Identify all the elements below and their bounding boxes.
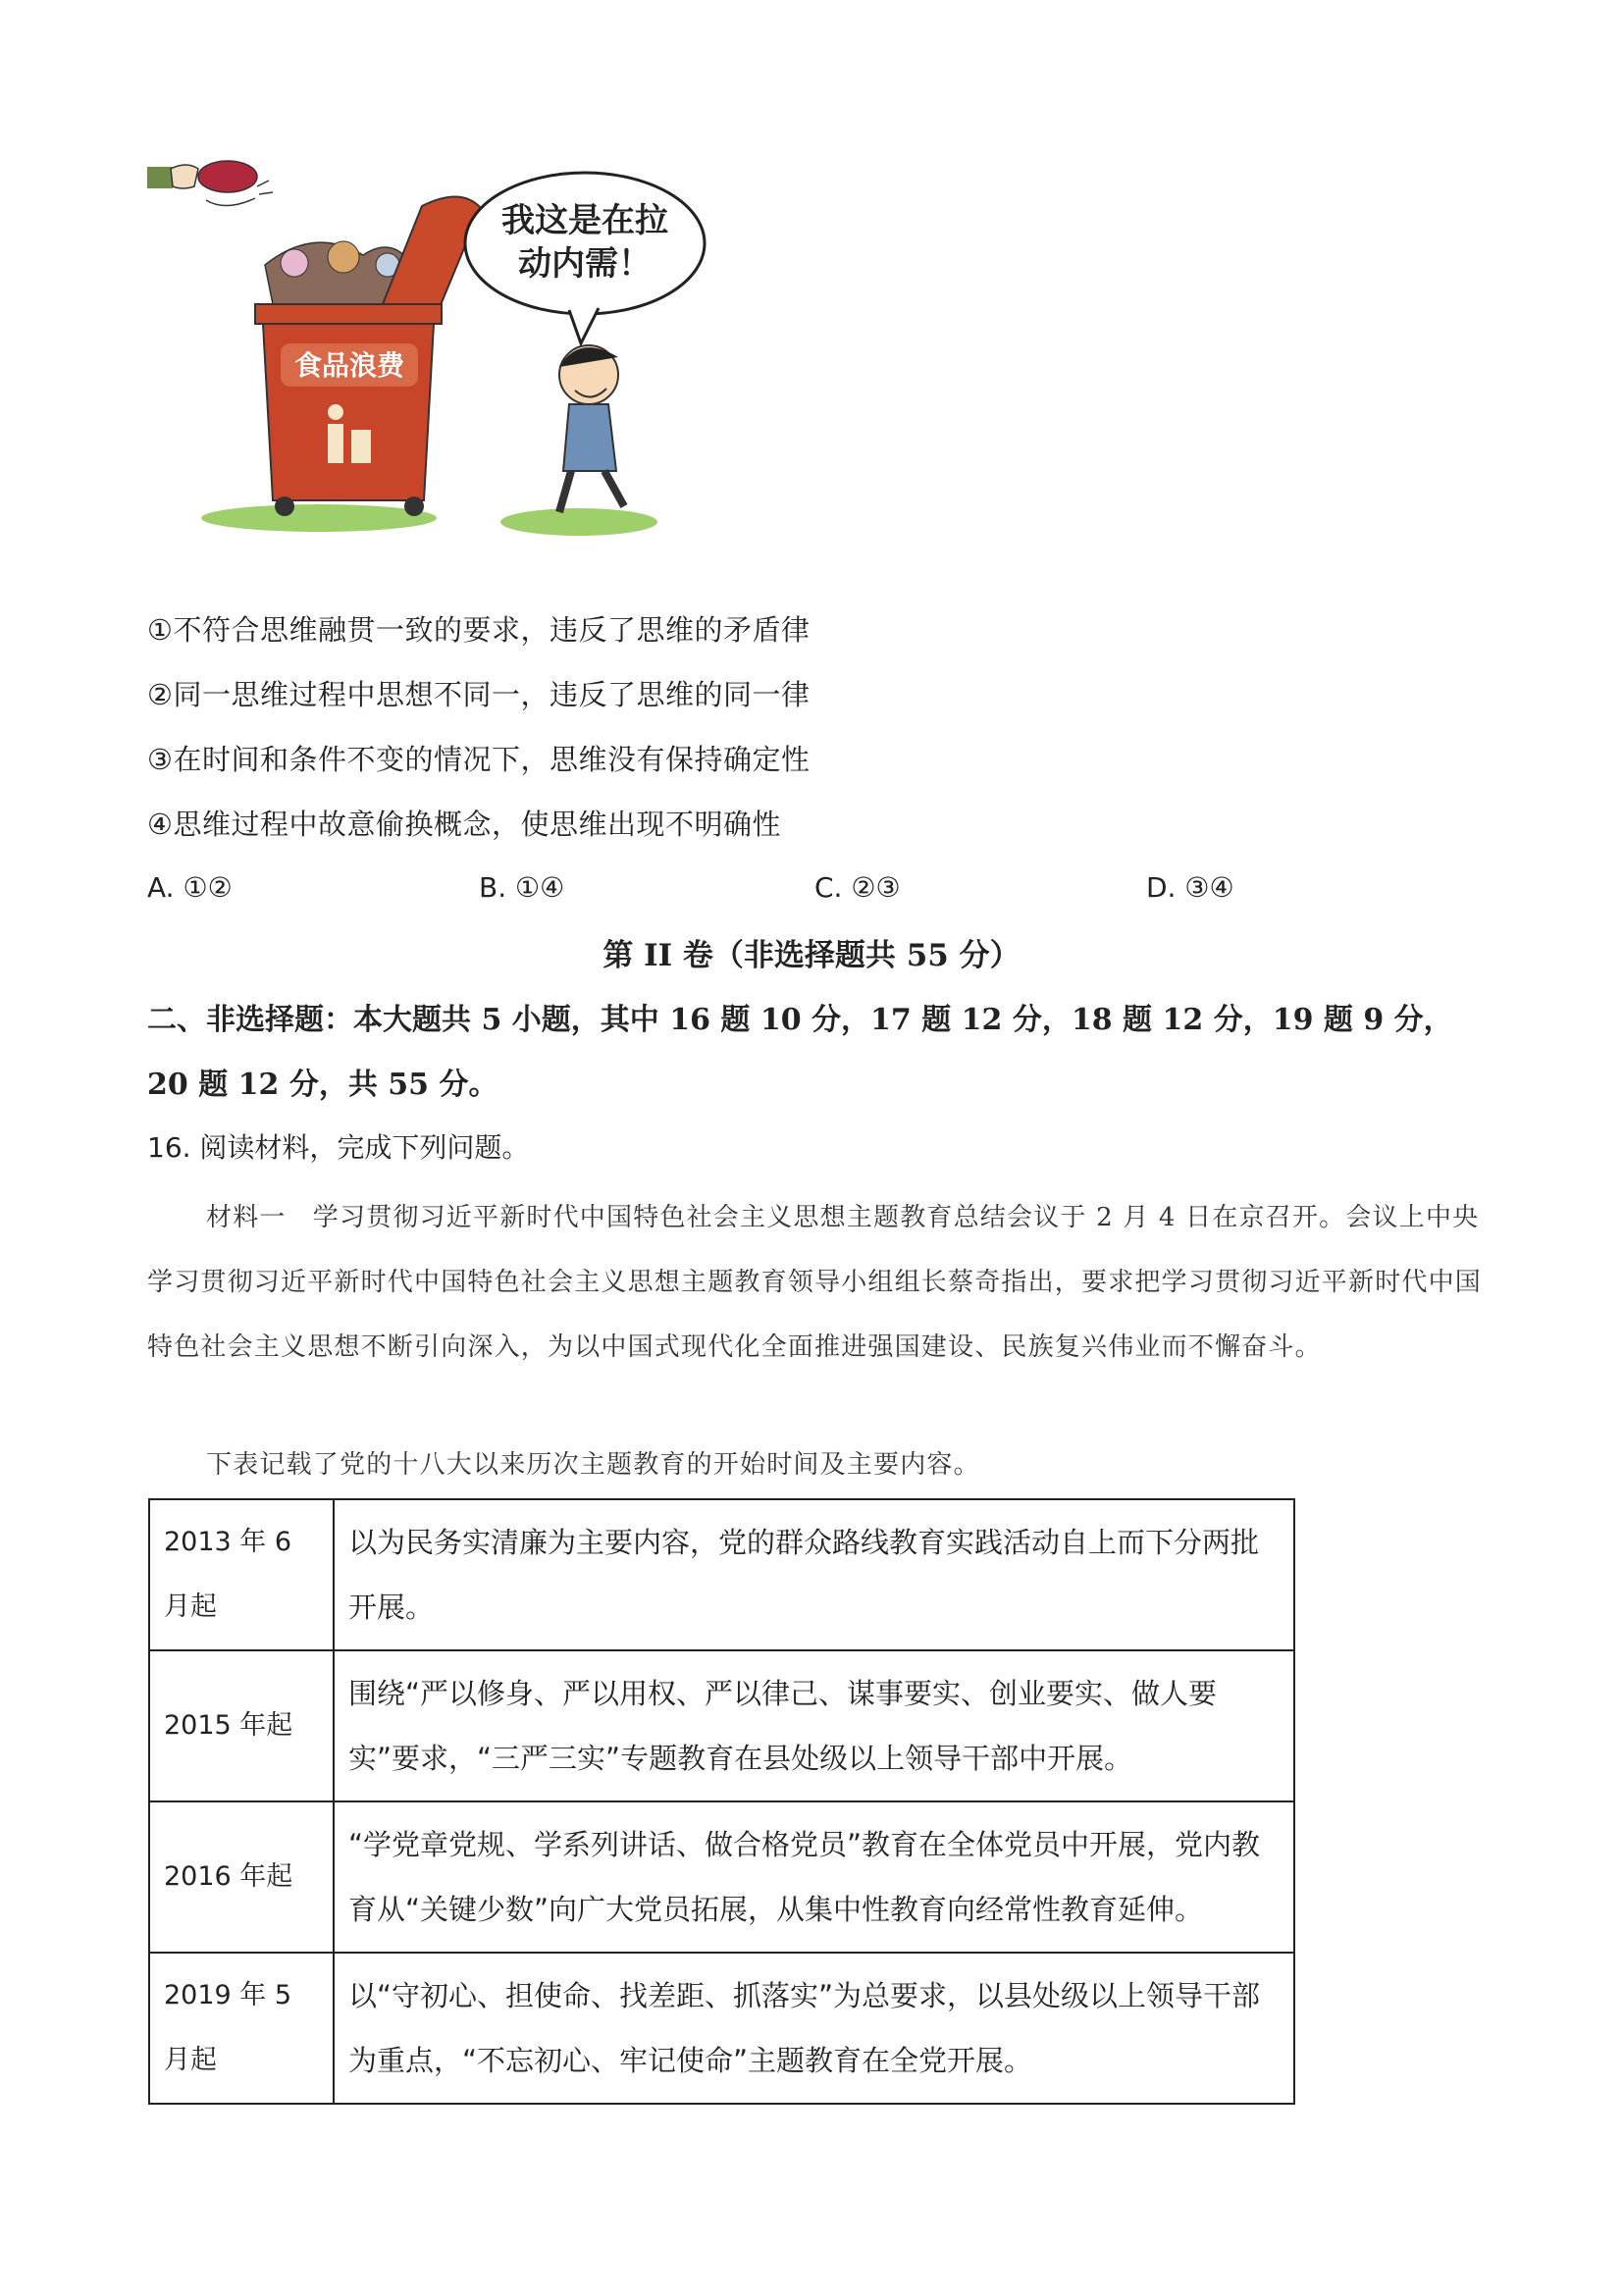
instruction-line-1: 二、非选择题：本大题共 5 小题，其中 16 题 10 分，17 题 12 分，18 题 12 分，19 题 9 分，: [147, 1003, 1453, 1037]
option-4: ④思维过程中故意偷换概念，使思维出现不明确性: [147, 808, 781, 841]
table-content: 以为民务实清廉为主要内容，党的群众路线教育实践活动自上而下分两批开展。: [334, 1499, 1294, 1650]
answer-d[interactable]: D. ③④: [1146, 871, 1234, 904]
food-waste-cartoon: [147, 147, 736, 540]
table-row: [149, 1650, 1294, 1801]
table-intro: 下表记载了党的十八大以来历次主题教育的开始时间及主要内容。: [206, 1450, 980, 1480]
table-content: 围绕“严以修身、严以用权、严以律己、谋事要实、创业要实、做人要实”要求，“三严三实”专题教育在县处级以上领导干部中开展。: [334, 1650, 1294, 1801]
speech-line-2: 动内需！: [518, 244, 652, 284]
answer-a[interactable]: A. ①②: [147, 871, 233, 904]
instruction-line-2: 20 题 12 分，共 55 分。: [147, 1068, 498, 1102]
question-16: 16. 阅读材料，完成下列问题。: [147, 1131, 530, 1164]
material-one: [147, 1185, 1482, 1380]
table-row: [149, 1499, 1294, 1650]
answer-b[interactable]: B. ①④: [479, 871, 565, 904]
table-date: 2015 年起: [149, 1650, 334, 1801]
section-title: 第 II 卷（非选择题共 55 分）: [602, 938, 1021, 973]
table-date: 2013 年 6 月起: [149, 1499, 334, 1650]
option-1: ①不符合思维融贯一致的要求，违反了思维的矛盾律: [147, 613, 811, 647]
option-2: ②同一思维过程中思想不同一，违反了思维的同一律: [147, 678, 811, 711]
table-row: [149, 1801, 1294, 1953]
speech-line-1: 我这是在拉: [501, 201, 668, 240]
theme-education-table: [148, 1498, 1295, 2105]
hand-throwing-food-illustration: [147, 161, 273, 206]
bin-label: 食品浪费: [293, 349, 405, 382]
table-date: 2016 年起: [149, 1801, 334, 1953]
answer-choices: [147, 871, 1276, 911]
material-text: 材料一 学习贯彻习近平新时代中国特色社会主义思想主题教育总结会议于 2 月 4 日在京召开。会议上中央学习贯彻习近平新时代中国特色社会主义思想主题教育领导小组组长蔡奇指出，要求把学习贯彻习近平新时代中国特色社会主义思想不断引向深入，为以中国式现代化全面推进强国建设、民族复兴伟业而不懈奋斗。: [147, 1203, 1483, 1362]
table-date: 2019 年 5 月起: [149, 1953, 334, 2104]
garbage-bin-illustration: [201, 196, 481, 532]
table-content: “学党章党规、学系列讲话、做合格党员”教育在全体党员中开展，党内教育从“关键少数”向广大党员拓展，从集中性教育向经常性教育延伸。: [334, 1801, 1294, 1953]
speech-bubble: [465, 173, 705, 343]
answer-c[interactable]: C. ②③: [814, 871, 901, 904]
table-content: 以“守初心、担使命、找差距、抓落实”为总要求，以县处级以上领导干部为重点，“不忘初心、牢记使命”主题教育在全党开展。: [334, 1953, 1294, 2104]
smiling-man-illustration: [500, 345, 657, 536]
table-row: [149, 1953, 1294, 2104]
option-3: ③在时间和条件不变的情况下，思维没有保持确定性: [147, 743, 811, 776]
